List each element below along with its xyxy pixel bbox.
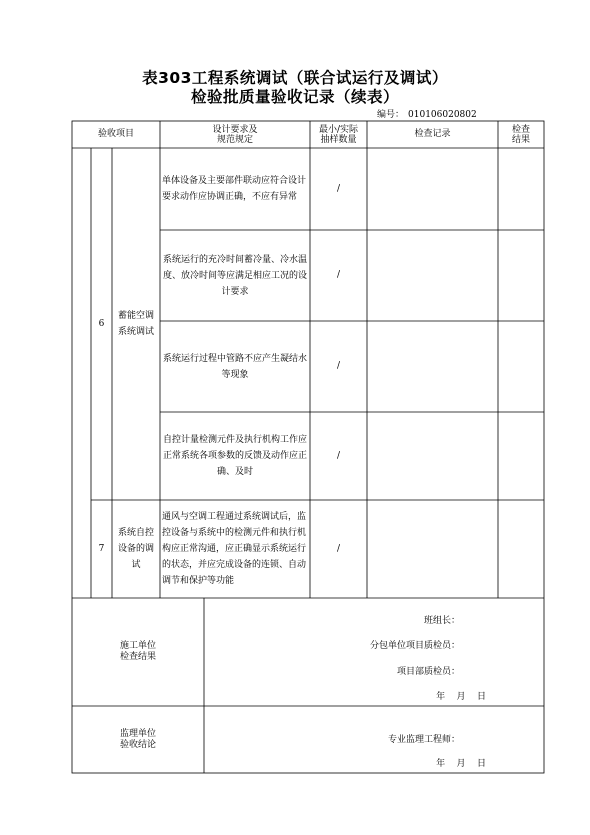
form-subtitle: 检验批质量验收记录（续表）: [190, 88, 399, 106]
header-design: [160, 121, 310, 148]
header-design-line2: 规范规定: [216, 134, 253, 145]
sample-count: /: [336, 450, 341, 461]
header-result-line2: 结果: [511, 134, 530, 145]
construction-date: 年 月 日: [436, 692, 486, 702]
header-result-line1: 检查: [511, 124, 530, 135]
item-number: 7: [98, 543, 105, 554]
item-name: 系统自控设备的调试: [117, 528, 154, 570]
construction-label-line2: 检查结果: [119, 652, 156, 662]
supervision-label-line2: 验收结论: [119, 739, 156, 750]
sample-count: /: [336, 543, 341, 554]
sub-inspector-label: 分包单位项目质检员：: [369, 641, 460, 651]
header-result: [498, 121, 544, 148]
header-sample-line2: 抽样数量: [320, 134, 357, 145]
requirement-text: 单体设备及主要部件联动应符合设计要求动作应协调正确，不应有异常: [162, 176, 307, 202]
supervision-label-line1: 监理单位: [119, 728, 156, 739]
team-leader-label: 班组长：: [423, 616, 460, 626]
header-sample: [310, 121, 367, 148]
supervision-label: [72, 706, 204, 773]
header-record: 检查记录: [414, 129, 451, 139]
construction-label: [72, 598, 204, 706]
header-design-line1: 设计要求及: [212, 124, 258, 135]
sample-count: /: [336, 183, 341, 194]
header-sample-line1: 最小/实际: [318, 124, 359, 135]
supervision-date: 年 月 日: [436, 759, 486, 769]
requirement-text: 系统运行过程中管路不应产生凝结水等现象: [162, 353, 307, 380]
code-label: 编号：: [377, 110, 405, 120]
item-number: 6: [98, 318, 105, 329]
code-value: 010106020802: [408, 110, 477, 120]
form-title: 表303工程系统调试（联合试运行及调试）: [142, 69, 448, 87]
sample-count: /: [336, 270, 341, 280]
construction-label-line1: 施工单位: [119, 641, 156, 651]
dept-inspector-label: 项目部质检员：: [396, 667, 460, 677]
supervision-engineer-label: 专业监理工程师：: [387, 735, 460, 745]
header-item: 验收项目: [97, 129, 134, 139]
requirement-text: 通风与空调工程通过系统调试后，监控设备与系统中的检测元件和执行机构应正常沟通，应正确显示系统运行的状态，并应完成设备的连锁、自动调节和保护等功能: [162, 512, 307, 586]
requirement-text: 自控计量检测元件及执行机构工作应正常系统各项参数的反馈及动作应正确、及时: [162, 435, 307, 477]
item-name: 蓄能空调系统调试: [117, 311, 154, 337]
requirement-text: 系统运行的充冷时间蓄冷量、冷水温度、放冷时间等应满足相应工况的设计要求: [162, 254, 307, 297]
sample-count: /: [336, 361, 341, 371]
